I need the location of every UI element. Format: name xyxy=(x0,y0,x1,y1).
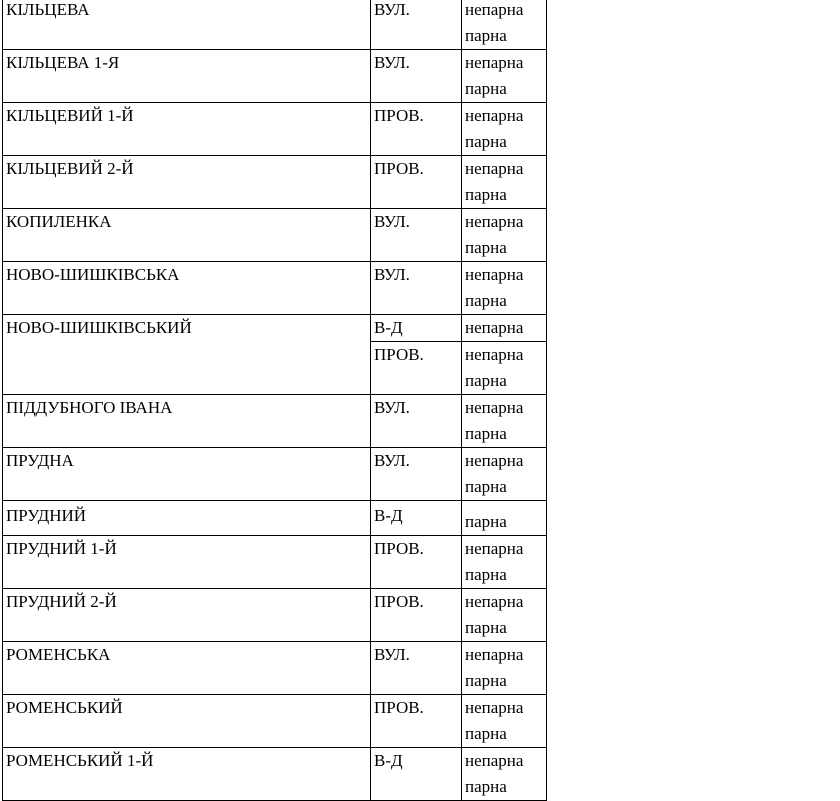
parity-cell xyxy=(462,695,547,748)
parity-cell xyxy=(462,589,547,642)
street-table-body xyxy=(3,0,547,801)
parity-value: парна xyxy=(465,132,507,151)
parity-value: непарна xyxy=(465,751,524,770)
street-name-cell: НОВО-ШИШКІВСЬКА xyxy=(3,262,371,315)
parity-value: парна xyxy=(465,777,507,796)
parity-cell xyxy=(462,342,547,395)
parity-cell xyxy=(462,262,547,315)
parity-value: непарна xyxy=(465,53,524,72)
street-table xyxy=(2,0,547,801)
street-name-cell: РОМЕНСЬКИЙ xyxy=(3,695,371,748)
table-row xyxy=(3,748,547,801)
table-row xyxy=(3,536,547,589)
street-type-cell: ПРОВ. xyxy=(371,103,462,156)
parity-cell xyxy=(462,50,547,103)
street-name-cell: КІЛЬЦЕВИЙ 2-Й xyxy=(3,156,371,209)
parity-value: непарна xyxy=(465,451,524,470)
table-row xyxy=(3,589,547,642)
parity-value: парна xyxy=(465,618,507,637)
parity-value: непарна xyxy=(465,345,524,364)
street-type-cell: ВУЛ. xyxy=(371,0,462,50)
parity-value: непарна xyxy=(465,698,524,717)
parity-value: парна xyxy=(465,185,507,204)
street-type-cell: В-Д xyxy=(371,315,462,342)
parity-value: непарна xyxy=(465,539,524,558)
parity-value: парна xyxy=(465,512,507,531)
parity-value: непарна xyxy=(465,0,524,19)
street-name-cell: ПІДДУБНОГО ІВАНА xyxy=(3,395,371,448)
table-row xyxy=(3,695,547,748)
parity-value: непарна xyxy=(465,398,524,417)
street-type-cell: В-Д xyxy=(371,501,462,536)
parity-cell xyxy=(462,315,547,342)
parity-cell xyxy=(462,395,547,448)
parity-value: парна xyxy=(465,565,507,584)
table-row xyxy=(3,642,547,695)
parity-value: парна xyxy=(465,79,507,98)
parity-value: непарна xyxy=(465,265,524,284)
parity-value: парна xyxy=(465,724,507,743)
table-row xyxy=(3,103,547,156)
street-type-cell: ВУЛ. xyxy=(371,209,462,262)
street-type-cell: ВУЛ. xyxy=(371,642,462,695)
parity-value: парна xyxy=(465,26,507,45)
parity-value: непарна xyxy=(465,645,524,664)
street-name-cell: НОВО-ШИШКІВСЬКИЙ xyxy=(3,315,371,395)
table-row xyxy=(3,0,547,50)
street-name-cell: ПРУДНИЙ 1-Й xyxy=(3,536,371,589)
parity-cell xyxy=(462,748,547,801)
parity-cell xyxy=(462,103,547,156)
table-row xyxy=(3,448,547,501)
parity-cell xyxy=(462,448,547,501)
table-row xyxy=(3,395,547,448)
street-type-cell: ВУЛ. xyxy=(371,395,462,448)
street-type-cell: ПРОВ. xyxy=(371,536,462,589)
street-name-cell: ПРУДНИЙ 2-Й xyxy=(3,589,371,642)
street-name-cell: КІЛЬЦЕВА 1-Я xyxy=(3,50,371,103)
parity-value: непарна xyxy=(465,159,524,178)
table-row xyxy=(3,156,547,209)
street-type-cell: ПРОВ. xyxy=(371,156,462,209)
parity-cell xyxy=(462,501,547,536)
street-name-cell: КІЛЬЦЕВА xyxy=(3,0,371,50)
parity-value: парна xyxy=(465,671,507,690)
parity-value: непарна xyxy=(465,318,524,337)
parity-cell xyxy=(462,0,547,50)
street-type-cell: ПРОВ. xyxy=(371,342,462,395)
parity-value: непарна xyxy=(465,212,524,231)
street-type-cell: ВУЛ. xyxy=(371,262,462,315)
street-name-cell: ПРУДНИЙ xyxy=(3,501,371,536)
table-row xyxy=(3,50,547,103)
parity-cell xyxy=(462,209,547,262)
street-name-cell: РОМЕНСЬКИЙ 1-Й xyxy=(3,748,371,801)
table-row xyxy=(3,209,547,262)
street-type-cell: В-Д xyxy=(371,748,462,801)
street-name-cell: КОПИЛЕНКА xyxy=(3,209,371,262)
parity-value: непарна xyxy=(465,592,524,611)
parity-value: парна xyxy=(465,477,507,496)
street-type-cell: ПРОВ. xyxy=(371,695,462,748)
parity-value: непарна xyxy=(465,106,524,125)
table-row xyxy=(3,501,547,536)
parity-value: парна xyxy=(465,291,507,310)
table-row xyxy=(3,262,547,315)
parity-value: парна xyxy=(465,371,507,390)
parity-cell xyxy=(462,156,547,209)
street-name-cell: ПРУДНА xyxy=(3,448,371,501)
street-name-cell: РОМЕНСЬКА xyxy=(3,642,371,695)
street-type-cell: ПРОВ. xyxy=(371,589,462,642)
street-type-cell: ВУЛ. xyxy=(371,50,462,103)
parity-cell xyxy=(462,536,547,589)
parity-value: парна xyxy=(465,238,507,257)
parity-cell xyxy=(462,642,547,695)
street-type-cell: ВУЛ. xyxy=(371,448,462,501)
street-name-cell: КІЛЬЦЕВИЙ 1-Й xyxy=(3,103,371,156)
table-row xyxy=(3,315,547,342)
parity-value: парна xyxy=(465,424,507,443)
